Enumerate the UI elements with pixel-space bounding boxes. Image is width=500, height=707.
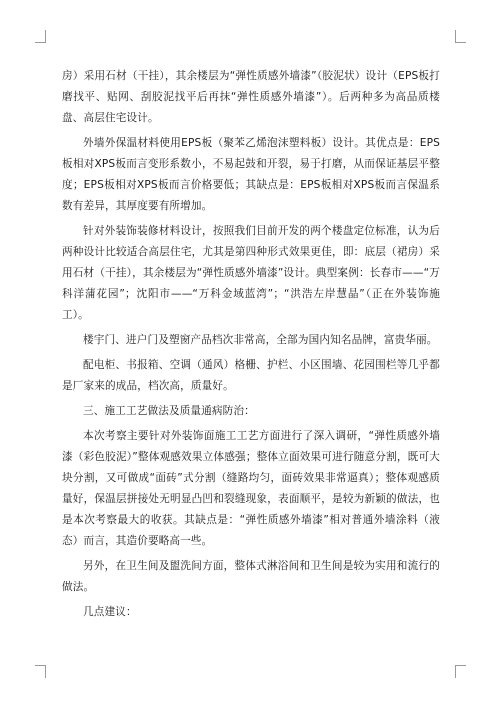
paragraph-cladding-continued: 房）采用石材（干挂），其余楼层为“弹性质感外墙漆”（胶泥状）设计（EPS板打磨找平、贴网、刮胶泥找平后再抹“弹性质感外墙漆”）。后两种多为高品质楼盘、高层住宅设计。: [62, 70, 440, 124]
paragraph-eps-insulation: 外墙外保温材料使用EPS板（聚苯乙烯泡沫塑料板）设计。其优点是：EPS板相对XPS板而言变形系数小，不易起鼓和开裂，易于打磨，从而保证基层平整度；EPS板相对XPS板而言价格要低；其缺点是：EPS板相对XPS板而言保温系数有差异，其厚度要有所增加。: [62, 137, 440, 212]
section-heading-construction: 三、施工工艺做法及质量通病防治：: [83, 405, 255, 417]
paragraph-suggestions-heading: 几点建议：: [83, 606, 137, 618]
crop-mark-top-left: [35, 30, 46, 43]
document-body: [62, 66, 440, 627]
paragraph-fixtures: 配电柜、书报箱、空调（通风）格栅、护栏、小区围墙、花园围栏等几乎都是厂家来的成品，档次高，质量好。: [62, 359, 440, 392]
paragraph-bathroom: 另外，在卫生间及盥洗间方面，整体式淋浴间和卫生间是较为实用和流行的做法。: [62, 560, 440, 593]
crop-mark-top-right: [455, 30, 466, 43]
paragraph-doors-windows: 楼宇门、进户门及塑窗产品档次非常高，全部为国内知名品牌，富贵华丽。: [83, 334, 438, 346]
paragraph-exterior-material-design: 针对外装饰装修材料设计，按照我们目前开发的两个楼盘定位标准，认为后两种设计比较适合高层住宅，尤其是第四种形式效果更佳，即：底层（裙房）采用石材（干挂），其余楼层为“弹性质感外墙漆”设计。典型案例：长春市——“万科洋蒲花园”；沈阳市——“万科金域蓝湾”；“洪浩左岸慧晶”（正在外装饰施工）。: [62, 225, 440, 321]
paragraph-construction-findings: 本次考察主要针对外装饰面施工工艺方面进行了深入调研，“弹性质感外墙漆（彩色胶泥）”整体观感效果立体感强；整体立面效果可进行随意分割，既可大块分割，又可做成“面砖”式分割（缝路均匀，面砖效果非常逼真）；整体观感质量好，保温层拼接处无明显凸凹和裂缝现象，表面顺平，是较为新颖的做法，也是本次考察最大的收获。其缺点是：“弹性质感外墙漆”相对普通外墙涂料（液态）而言，其造价要略高一些。: [62, 430, 440, 547]
crop-mark-bottom-right: [455, 665, 466, 678]
crop-mark-bottom-left: [35, 665, 46, 678]
